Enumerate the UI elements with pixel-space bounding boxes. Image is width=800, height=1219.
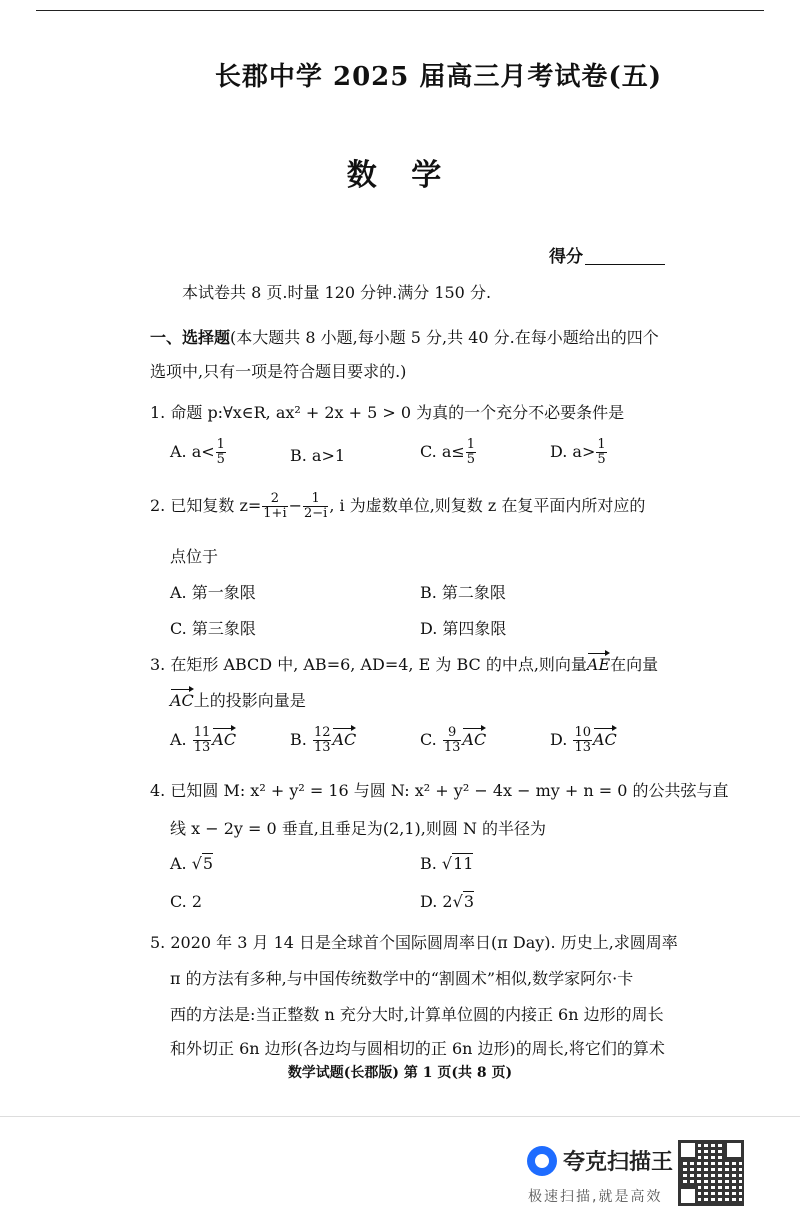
q2-option-b: B. 第二象限 xyxy=(420,583,506,602)
qr-corner xyxy=(724,1140,744,1160)
q3-stem-mid: 在向量 xyxy=(610,655,659,674)
fraction: $\frac{2}{1+i}$ xyxy=(263,491,287,521)
score-label: 得分 xyxy=(549,247,583,267)
page-footer: 数学试题(长郡版) 第 1 页(共 8 页) xyxy=(287,1065,513,1081)
q3-b-label: B. xyxy=(290,730,312,749)
scanner-slogan: 极速扫描,就是高效 xyxy=(528,1189,663,1205)
fraction: $\frac{1}{5}$ xyxy=(466,437,476,467)
vector-ac: AC xyxy=(212,730,237,749)
q5-stem-line1: 5. 2020 年 3 月 14 日是全球首个国际圆周率日(π Day). 历史上,求圆周率 xyxy=(150,933,678,952)
scanner-brand-name: 夸克扫描王 xyxy=(563,1150,674,1175)
q3-stem-pre: 3. 在矩形 ABCD 中, AB=6, AD=4, E 为 BC 的中点,则向量 xyxy=(150,655,587,674)
vector-ac: AC xyxy=(170,691,194,710)
q3-option-b xyxy=(290,726,356,755)
q3-option-c xyxy=(420,726,486,755)
q1-option-c xyxy=(420,438,477,467)
fraction: $\frac{1}{5}$ xyxy=(597,437,606,467)
exam-title: 长郡中学 2025 届高三月考试卷(五) xyxy=(214,62,662,92)
fraction: $\frac{10}{13}$ xyxy=(574,725,591,755)
q1-option-a xyxy=(170,438,227,467)
q4-option-b xyxy=(420,854,473,873)
exam-info: 本试卷共 8 页.时量 120 分钟.满分 150 分. xyxy=(182,283,492,302)
minus-sign: − xyxy=(288,496,303,515)
fraction: $\frac{1}{2-i}$ xyxy=(304,491,328,521)
watermark-divider xyxy=(0,1116,800,1117)
q4-stem: 4. 已知圆 M: x² + y² = 16 与圆 N: x² + y² − 4x − my + n = 0 的公共弦与直 xyxy=(150,781,729,800)
q3-c-label: C. xyxy=(420,730,442,749)
q1-a-text: A. a< xyxy=(170,442,215,461)
q3-stem-post: 上的投影向量是 xyxy=(193,691,306,710)
q1-stem: 1. 命题 p:∀x∈R, ax² + 2x + 5 > 0 为真的一个充分不必要条件是 xyxy=(150,403,625,422)
section-1-title: 一、选择题 xyxy=(150,328,231,347)
q3-d-label: D. xyxy=(550,730,573,749)
q3-stem-line2 xyxy=(170,688,306,711)
section-1-desc: (本大题共 8 小题,每小题 5 分,共 40 分.在每小题给出的四个选项中,只有一项是符合题目要求的.) xyxy=(150,328,659,381)
fraction: $\frac{12}{13}$ xyxy=(313,725,331,755)
vector-ac: AC xyxy=(462,730,487,749)
q1-option-b: B. a>1 xyxy=(290,446,346,465)
qr-corner xyxy=(678,1186,698,1206)
radicand: 11 xyxy=(453,854,474,873)
q2-stem-line2: 点位于 xyxy=(170,547,219,566)
q4-stem-line2: 线 x − 2y = 0 垂直,且垂足为(2,1),则圆 N 的半径为 xyxy=(170,819,547,838)
qr-code-icon xyxy=(678,1140,744,1206)
q2-option-a: A. 第一象限 xyxy=(170,583,256,602)
q2-stem xyxy=(150,492,645,521)
q3-a-label: A. xyxy=(170,730,192,749)
vector-ae: AE xyxy=(586,655,611,674)
q3-option-a xyxy=(170,726,236,755)
score-blank xyxy=(585,264,665,265)
radicand: 5 xyxy=(202,854,214,873)
q2-option-d: D. 第四象限 xyxy=(420,619,507,638)
subject-title: 数 学 xyxy=(346,158,454,193)
q2-prefix: 2. 已知复数 z= xyxy=(150,496,262,515)
q4-option-c: C. 2 xyxy=(170,892,203,911)
q5-stem-line4: 和外切正 6n 边形(各边均与圆相切的正 6n 边形)的周长,将它们的算术 xyxy=(170,1039,665,1058)
q1-c-text: C. a≤ xyxy=(420,442,465,461)
q3-option-d xyxy=(550,726,617,755)
radicand: 3 xyxy=(463,892,474,911)
qr-corner xyxy=(678,1140,698,1160)
q2-suffix: , i 为虚数单位,则复数 z 在复平面内所对应的 xyxy=(329,496,646,515)
section-1-header xyxy=(150,321,670,389)
q1-d-text: D. a> xyxy=(550,442,596,461)
fraction: $\frac{11}{13}$ xyxy=(193,725,211,755)
scanner-logo-icon xyxy=(527,1146,557,1176)
q2-option-c: C. 第三象限 xyxy=(170,619,256,638)
q4-option-d xyxy=(420,892,474,911)
scanner-watermark xyxy=(527,1145,673,1176)
fraction: $\frac{1}{5}$ xyxy=(216,437,225,467)
vector-ac: AC xyxy=(332,730,357,749)
score-field xyxy=(549,242,665,267)
q4-option-a xyxy=(170,854,213,873)
q5-stem-line2: π 的方法有多种,与中国传统数学中的“割圆术”相似,数学家阿尔·卡 xyxy=(170,969,634,988)
top-border xyxy=(36,10,764,11)
fraction: $\frac{9}{13}$ xyxy=(443,725,461,755)
vector-ac: AC xyxy=(592,730,617,749)
q4-d-label: D. 2√ xyxy=(420,892,463,911)
q4-a-label: A. √ xyxy=(170,854,202,873)
q5-stem-line3: 西的方法是:当正整数 n 充分大时,计算单位圆的内接正 6n 边形的周长 xyxy=(170,1005,664,1024)
q1-option-d xyxy=(550,438,608,467)
q3-stem xyxy=(150,652,658,675)
q4-b-label: B. √ xyxy=(420,854,453,873)
